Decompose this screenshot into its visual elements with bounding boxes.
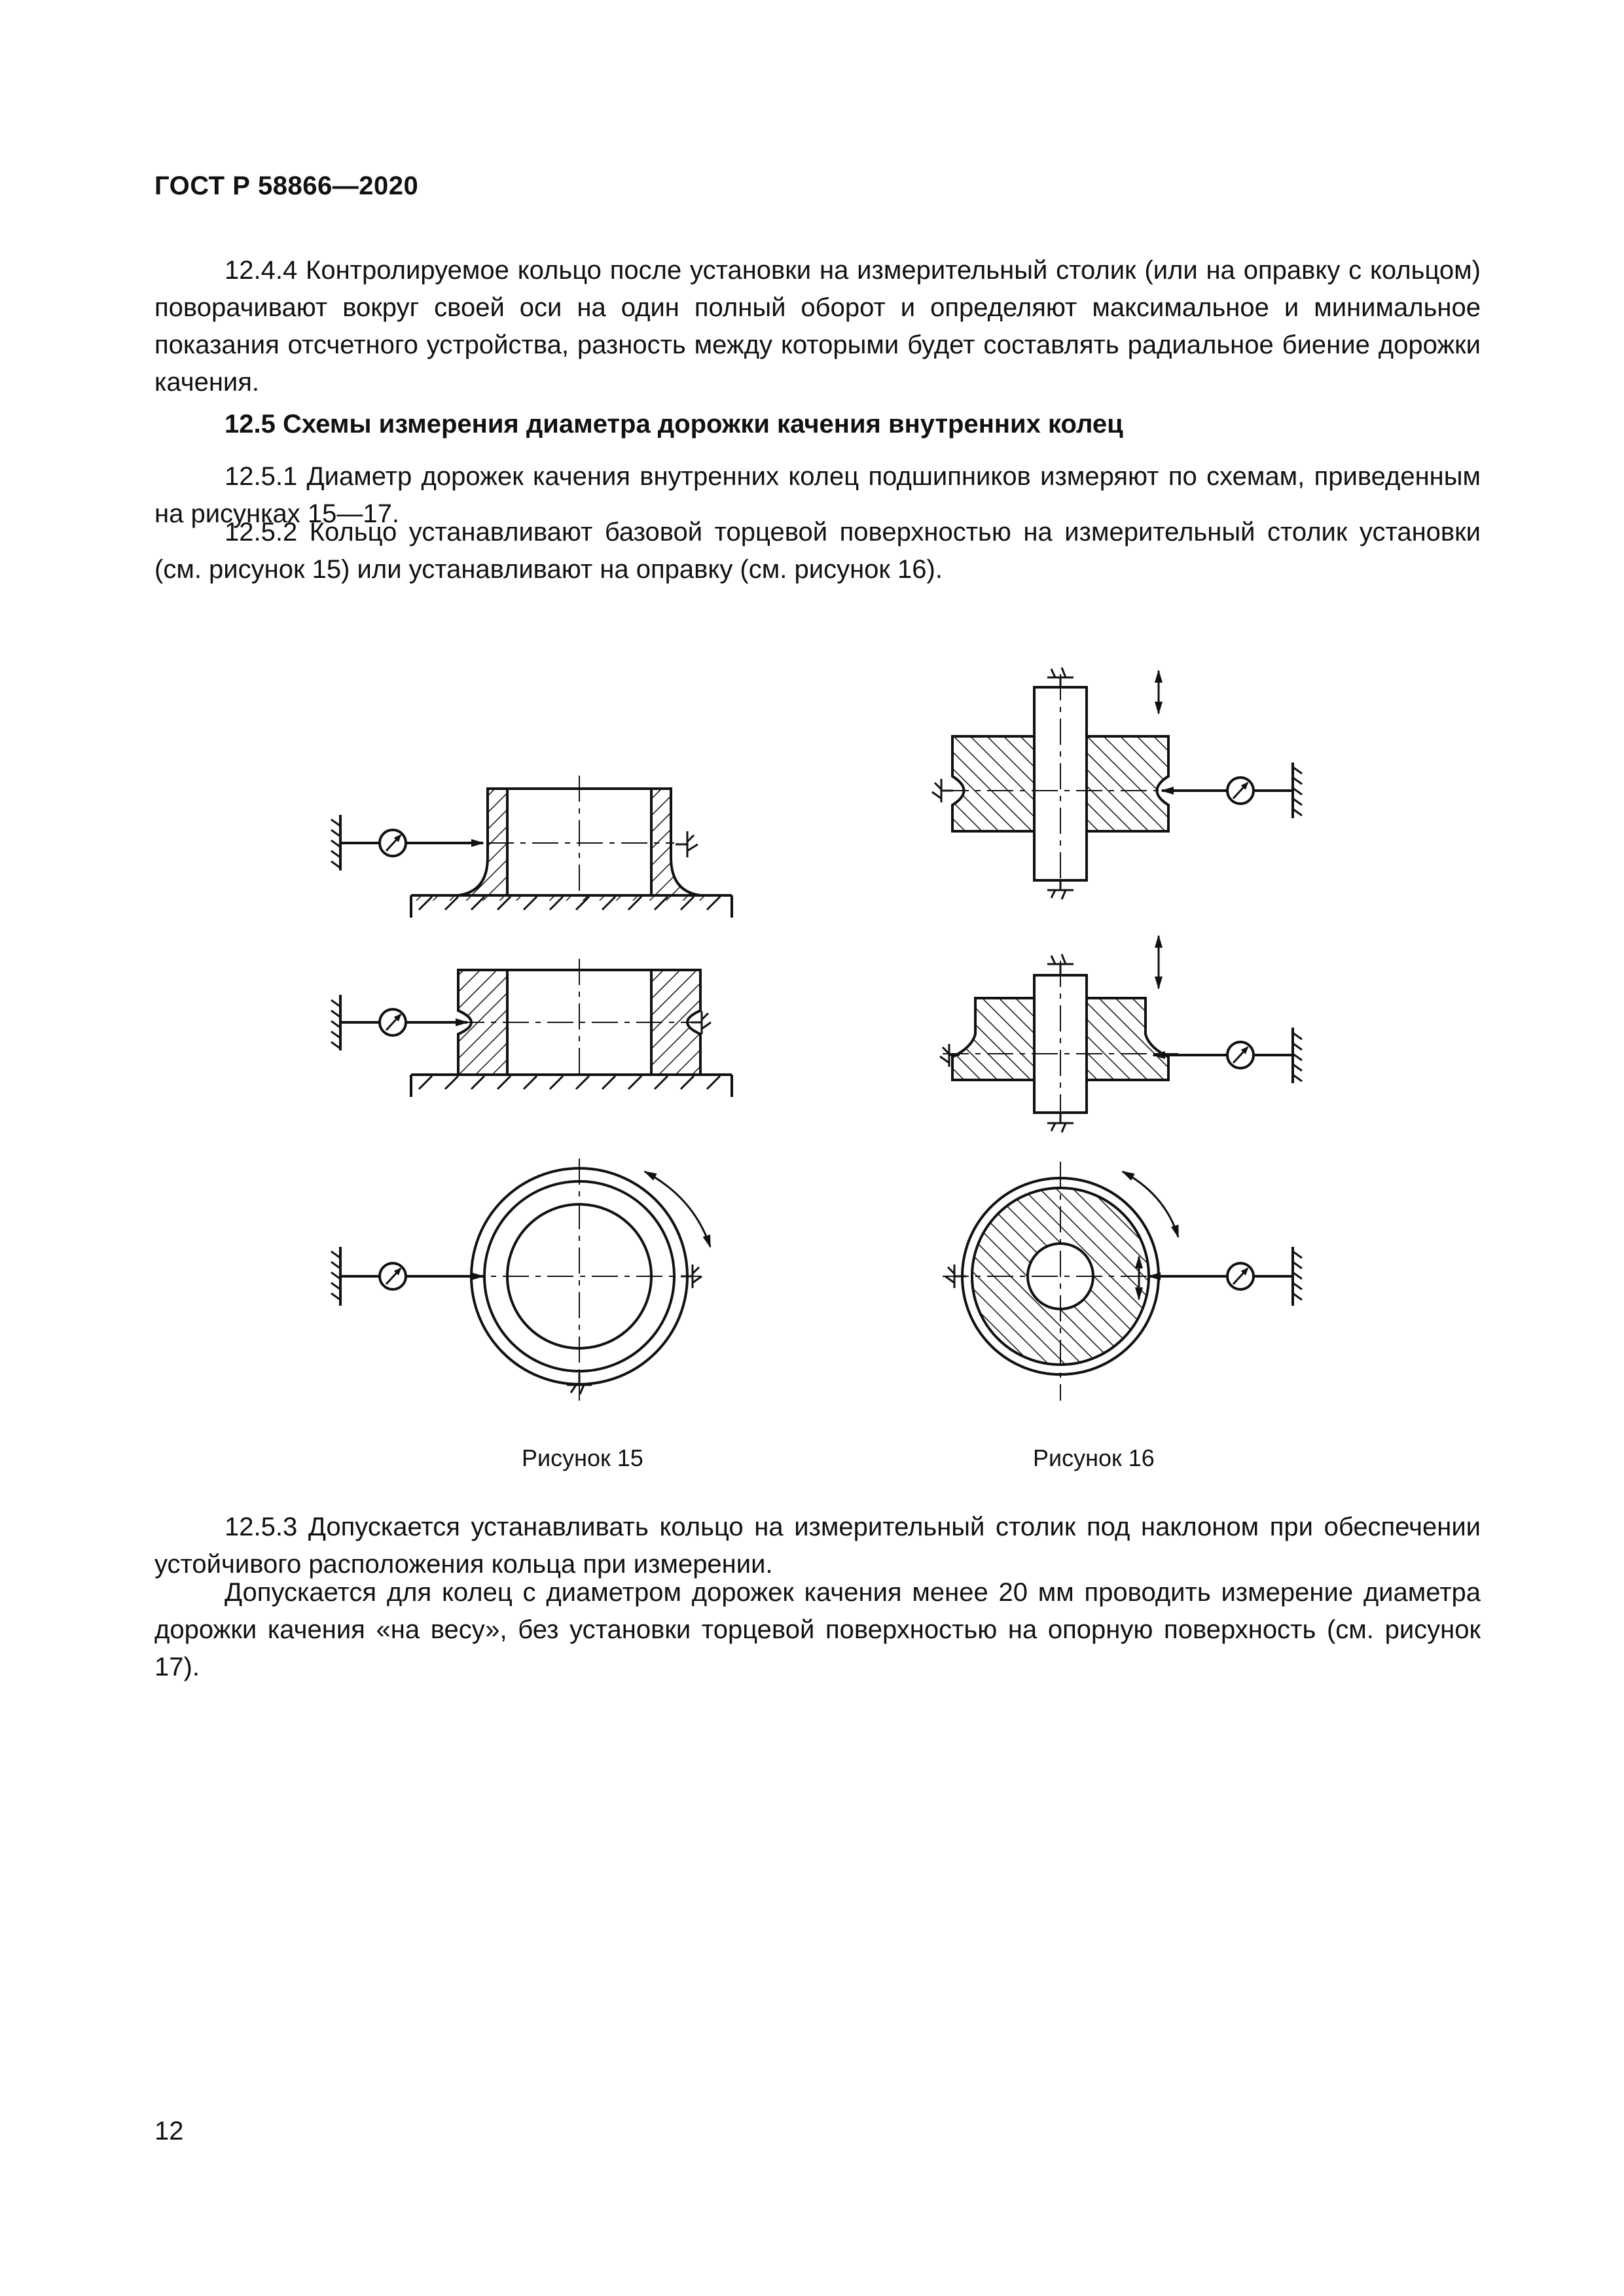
fig16-view-bottom-plan xyxy=(943,1162,1302,1401)
fig16-view-middle-mandrel xyxy=(940,936,1302,1132)
figure-15-caption: Рисунок 15 xyxy=(522,1444,643,1471)
fig15-view-bottom-plan xyxy=(331,1158,710,1401)
figure-16-caption: Рисунок 16 xyxy=(1033,1444,1155,1471)
paragraph-12-5-1: 12.5.1 Диаметр дорожек качения внутренних колец подшипников измеряют по схемам, приведенным на рисунках 15—17. xyxy=(154,462,1481,528)
section-heading-12-5: 12.5 Схемы измерения диаметра дорожки качения внутренних колец xyxy=(225,410,1123,439)
paragraph-12-4-4: 12.4.4 Контролируемое кольцо после установки на измерительный столик (или на оправку с кольцом) поворачивают вокруг своей оси на один полный оборот и определяют максимальное и минимальное показания отсчетного устройства, разность между которыми будет составлять радиальное биение дорожки качения. xyxy=(154,256,1481,397)
paragraph-hanging-measurement: Допускается для колец с диаметром дорожек качения менее 20 мм проводить измерение диаметра дорожки качения «на весу», без установки торцевой поверхностью на опорную поверхность (см. рисунок 17). xyxy=(154,1578,1481,1681)
paragraph-12-5-3: 12.5.3 Допускается устанавливать кольцо на измерительный столик под наклоном при обеспечении устойчивого расположения кольца при измерении. xyxy=(154,1513,1481,1579)
fig15-view-middle-ring xyxy=(331,959,732,1097)
paragraph-12-5-2: 12.5.2 Кольцо устанавливают базовой торцевой поверхностью на измерительный столик установки (см. рисунок 15) или устанавливают на оправку (см. рисунок 16). xyxy=(154,518,1481,584)
fig15-view-top-ring xyxy=(331,776,732,918)
fig16-view-top-mandrel xyxy=(932,668,1302,899)
figure-16 xyxy=(932,668,1302,1401)
figure-15 xyxy=(331,776,732,1401)
document-header: ГОСТ Р 58866—2020 xyxy=(154,171,419,200)
page-number: 12 xyxy=(154,2117,184,2145)
